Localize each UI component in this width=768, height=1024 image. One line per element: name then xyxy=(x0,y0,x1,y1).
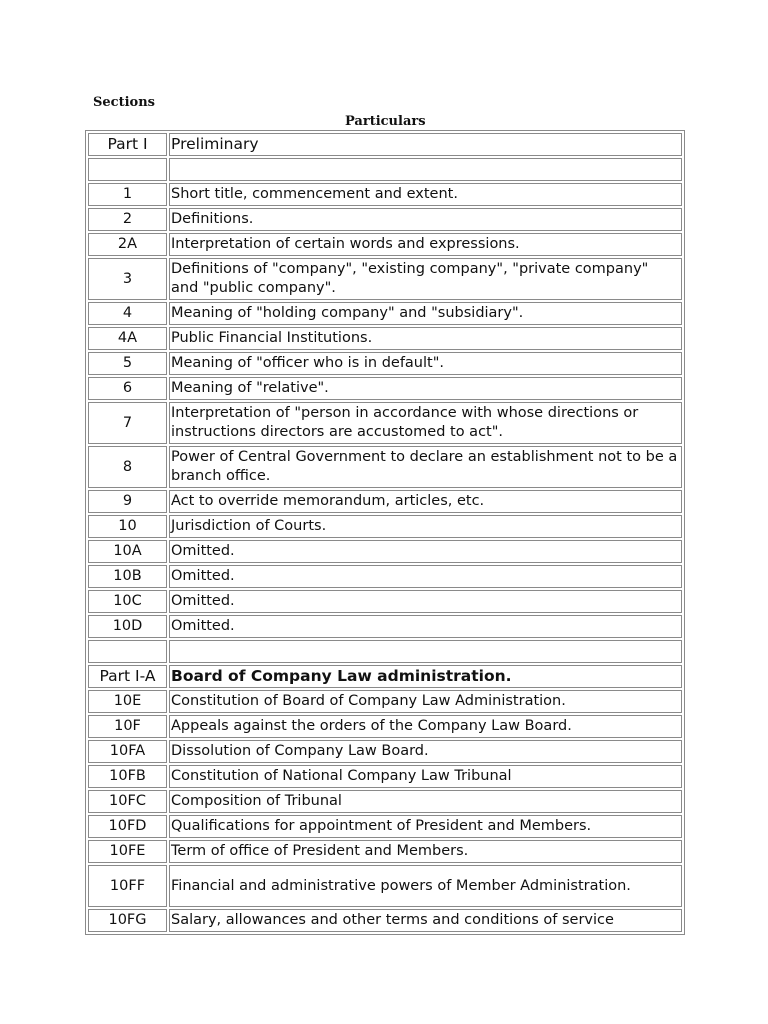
section-number: 10FC xyxy=(88,790,167,813)
table-row xyxy=(88,615,682,638)
section-number: 3 xyxy=(88,258,167,300)
section-description: Meaning of "holding company" and "subsidiary". xyxy=(169,302,682,325)
part-title: Board of Company Law administration. xyxy=(169,665,682,688)
section-description: Dissolution of Company Law Board. xyxy=(169,740,682,763)
part-header-row xyxy=(88,133,682,156)
section-number: 9 xyxy=(88,490,167,513)
table-row xyxy=(88,327,682,350)
table-row xyxy=(88,715,682,738)
table-row xyxy=(88,377,682,400)
section-description: Definitions. xyxy=(169,208,682,231)
table-row xyxy=(88,565,682,588)
table-row xyxy=(88,515,682,538)
section-description: Appeals against the orders of the Company Law Board. xyxy=(169,715,682,738)
section-number: 8 xyxy=(88,446,167,488)
table-row xyxy=(88,490,682,513)
section-number: 5 xyxy=(88,352,167,375)
section-number: 1 xyxy=(88,183,167,206)
section-description: Omitted. xyxy=(169,565,682,588)
section-description: Constitution of Board of Company Law Administration. xyxy=(169,690,682,713)
section-number: 10D xyxy=(88,615,167,638)
table-row xyxy=(88,865,682,907)
section-number: 10FF xyxy=(88,865,167,907)
section-description: Financial and administrative powers of Member Administration. xyxy=(169,865,682,907)
section-number: 2A xyxy=(88,233,167,256)
section-description: Public Financial Institutions. xyxy=(169,327,682,350)
section-description: Term of office of President and Members. xyxy=(169,840,682,863)
section-description: Power of Central Government to declare an establishment not to be a branch office. xyxy=(169,446,682,488)
spacer-row xyxy=(88,640,682,663)
section-number: 6 xyxy=(88,377,167,400)
table-row xyxy=(88,765,682,788)
part-number: Part I xyxy=(88,133,167,156)
section-description: Definitions of "company", "existing company", "private company" and "public company". xyxy=(169,258,682,300)
section-number: 10FA xyxy=(88,740,167,763)
table-row xyxy=(88,815,682,838)
section-description: Meaning of "relative". xyxy=(169,377,682,400)
section-description: Omitted. xyxy=(169,615,682,638)
table-row xyxy=(88,690,682,713)
table-row xyxy=(88,402,682,444)
table-row xyxy=(88,790,682,813)
table-row xyxy=(88,909,682,932)
section-description: Meaning of "officer who is in default". xyxy=(169,352,682,375)
section-number: 10E xyxy=(88,690,167,713)
section-number: 4 xyxy=(88,302,167,325)
section-description: Omitted. xyxy=(169,590,682,613)
sections-heading: Sections xyxy=(93,95,155,110)
section-description: Jurisdiction of Courts. xyxy=(169,515,682,538)
section-number: 10FB xyxy=(88,765,167,788)
section-description: Interpretation of certain words and expressions. xyxy=(169,233,682,256)
part-header-row xyxy=(88,665,682,688)
section-description: Qualifications for appointment of President and Members. xyxy=(169,815,682,838)
particulars-heading: Particulars xyxy=(345,114,426,129)
spacer-row xyxy=(88,158,682,181)
section-number: 10B xyxy=(88,565,167,588)
sections-table xyxy=(85,130,685,935)
section-number: 10F xyxy=(88,715,167,738)
section-description: Composition of Tribunal xyxy=(169,790,682,813)
part-title: Preliminary xyxy=(169,133,682,156)
table-row xyxy=(88,446,682,488)
table-row xyxy=(88,590,682,613)
table-row xyxy=(88,740,682,763)
section-number: 2 xyxy=(88,208,167,231)
section-description: Act to override memorandum, articles, etc. xyxy=(169,490,682,513)
section-number: 4A xyxy=(88,327,167,350)
part-number: Part I-A xyxy=(88,665,167,688)
section-description: Short title, commencement and extent. xyxy=(169,183,682,206)
section-description: Salary, allowances and other terms and conditions of service xyxy=(169,909,682,932)
section-number: 10 xyxy=(88,515,167,538)
section-description: Constitution of National Company Law Tribunal xyxy=(169,765,682,788)
table-row xyxy=(88,258,682,300)
section-number: 10C xyxy=(88,590,167,613)
table-row xyxy=(88,233,682,256)
table-row xyxy=(88,302,682,325)
table-row xyxy=(88,183,682,206)
section-number: 10A xyxy=(88,540,167,563)
section-number: 10FD xyxy=(88,815,167,838)
table-row xyxy=(88,352,682,375)
section-description: Interpretation of "person in accordance with whose directions or instructions directors are accustomed to act". xyxy=(169,402,682,444)
section-number: 7 xyxy=(88,402,167,444)
section-number: 10FG xyxy=(88,909,167,932)
table-row xyxy=(88,840,682,863)
section-number: 10FE xyxy=(88,840,167,863)
section-description: Omitted. xyxy=(169,540,682,563)
table-row xyxy=(88,540,682,563)
table-row xyxy=(88,208,682,231)
